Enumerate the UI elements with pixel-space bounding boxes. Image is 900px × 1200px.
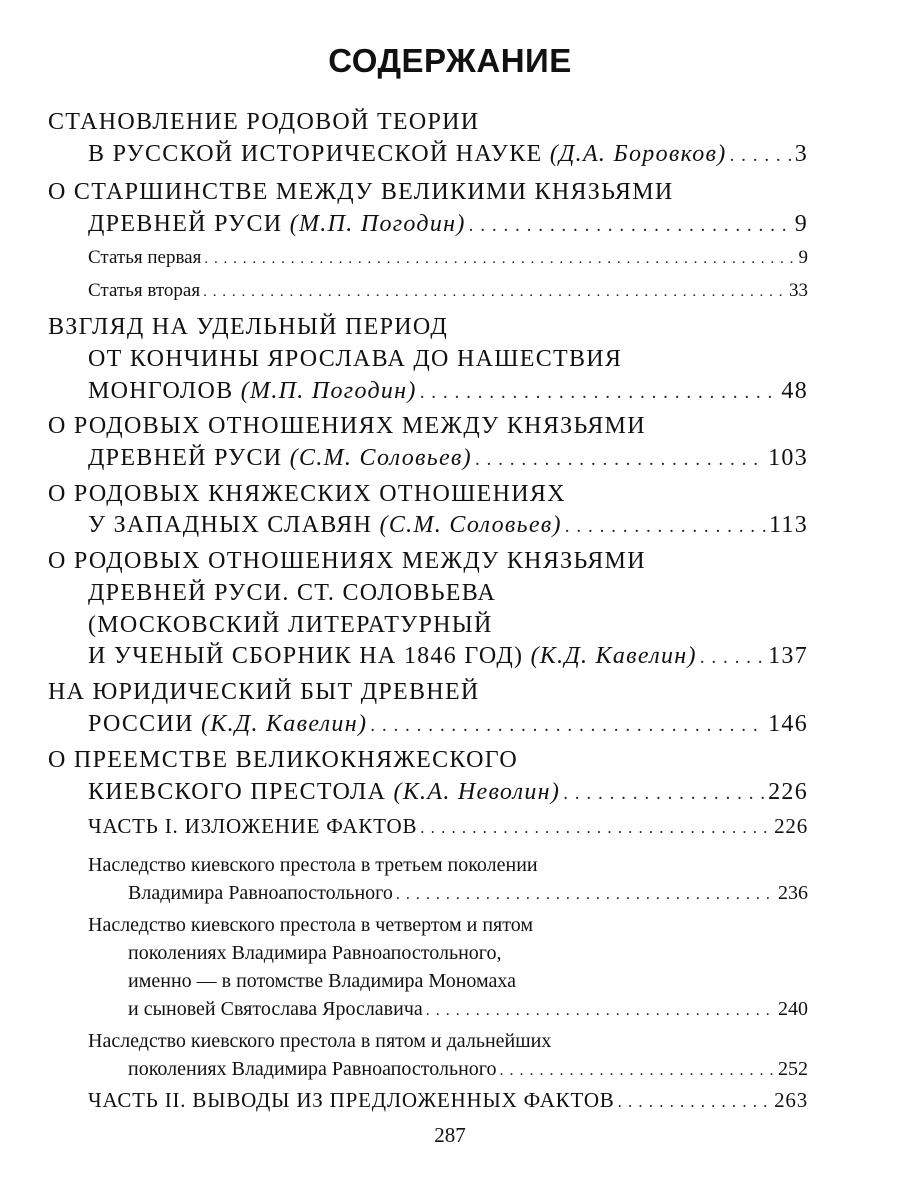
toc-entry-author: (К.Д. Кавелин): [201, 711, 368, 737]
toc-page-number: 263: [774, 1088, 808, 1112]
toc-entry-author: (М.П. Погодин): [240, 378, 417, 404]
toc-entry-title: НА ЮРИДИЧЕСКИЙ БЫТ ДРЕВНЕЙ: [48, 679, 480, 705]
toc-entry-continuation: [48, 180, 673, 204]
dot-leader: [563, 784, 765, 803]
toc-entry-title: поколениях Владимира Равноапостольного: [128, 1058, 497, 1080]
toc-entry-title: ДРЕВНЕЙ РУСИ: [88, 211, 283, 237]
dot-leader: [565, 517, 766, 536]
dot-leader: [204, 251, 795, 266]
dot-leader: [396, 887, 775, 903]
toc-entry-continuation: [48, 315, 448, 339]
toc-entry-author: (Д.А. Боровков): [549, 141, 727, 167]
toc-entry-title: и сыновей Святослава Ярославича: [128, 998, 423, 1020]
dot-leader: [420, 820, 771, 837]
toc-entry-title: Статья первая: [88, 247, 202, 268]
toc-entry-continuation: [88, 915, 533, 935]
toc-entry: [88, 248, 808, 267]
dot-leader: [420, 383, 779, 402]
toc-entry-author: (М.П. Погодин): [289, 211, 466, 237]
toc-entry: [88, 212, 808, 236]
dot-leader: [203, 284, 786, 299]
toc-entry: [88, 446, 808, 470]
toc-entry-title: ЧАСТЬ II. ВЫВОДЫ ИЗ ПРЕДЛОЖЕННЫХ ФАКТОВ: [88, 1088, 615, 1112]
toc-entry-continuation: [48, 680, 480, 704]
toc-entry-title: ДРЕВНЕЙ РУСИ: [88, 445, 283, 471]
toc-entry-title: О ПРЕЕМСТВЕ ВЕЛИКОКНЯЖЕСКОГО: [48, 747, 518, 773]
toc-page-number: 9: [794, 211, 808, 237]
toc-entry-continuation: [88, 581, 496, 605]
dot-leader: [499, 1063, 775, 1079]
toc-entry: [88, 142, 808, 166]
toc-entry-continuation: [48, 748, 518, 772]
toc-entry: [88, 816, 808, 837]
toc-page-number: 113: [768, 512, 808, 538]
toc-entry: [88, 281, 808, 300]
dot-leader: [469, 216, 792, 235]
toc-page-number: 137: [768, 643, 808, 669]
toc-entry-continuation: [128, 943, 501, 963]
toc-page-number: 3: [794, 141, 808, 167]
toc-entry: [88, 712, 808, 736]
toc-entry: [88, 1090, 808, 1111]
toc-page-number: 226: [774, 814, 808, 838]
toc-page-number: 103: [768, 445, 808, 471]
toc-entry-title: РОССИИ: [88, 711, 194, 737]
toc-entry-continuation: [88, 1031, 551, 1051]
dot-leader: [700, 648, 765, 667]
toc-entry-author: (С.М. Соловьев): [289, 445, 472, 471]
toc-entry-title: О РОДОВЫХ ОТНОШЕНИЯХ МЕЖДУ КНЯЗЬЯМИ: [48, 413, 646, 439]
toc-entry-author: (К.А. Неволин): [393, 779, 561, 805]
toc-entry-continuation: [48, 110, 479, 134]
toc-entry: [88, 644, 808, 668]
toc-entry-title: ОТ КОНЧИНЫ ЯРОСЛАВА ДО НАШЕСТВИЯ: [88, 346, 623, 372]
dot-leader: [730, 146, 792, 165]
toc-entry-title: ЧАСТЬ I. ИЗЛОЖЕНИЕ ФАКТОВ: [88, 814, 418, 838]
toc-page-number: 226: [768, 779, 808, 805]
toc-entry-title: Статья вторая: [88, 280, 201, 301]
toc-entry: [128, 1059, 808, 1079]
toc-entry: [88, 379, 808, 403]
dot-leader: [618, 1094, 771, 1111]
toc-entry-title: Наследство киевского престола в пятом и дальнейших: [88, 1030, 552, 1052]
toc-entry-continuation: [128, 971, 516, 991]
toc-entry-author: (С.М. Соловьев): [379, 512, 562, 538]
toc-entry: [88, 780, 808, 804]
toc-entry-continuation: [88, 613, 493, 637]
toc-entry-title: ДРЕВНЕЙ РУСИ. СТ. СОЛОВЬЕВА: [88, 580, 497, 606]
toc-page-number: 9: [798, 247, 808, 268]
toc-entry-title: И УЧЕНЫЙ СБОРНИК НА 1846 ГОД): [88, 643, 524, 669]
toc-entry-title: О РОДОВЫХ КНЯЖЕСКИХ ОТНОШЕНИЯХ: [48, 481, 566, 507]
toc-entry-continuation: [48, 549, 646, 573]
toc-entry: [128, 883, 808, 903]
toc-entry-title: поколениях Владимира Равноапостольного,: [128, 942, 502, 964]
toc-page-number: 240: [778, 998, 808, 1020]
toc-entry-title: Наследство киевского престола в третьем поколении: [88, 854, 538, 876]
toc-entry-title: О СТАРШИНСТВЕ МЕЖДУ ВЕЛИКИМИ КНЯЗЬЯМИ: [48, 179, 674, 205]
toc-entry-author: (К.Д. Кавелин): [530, 643, 697, 669]
toc-entry-title: КИЕВСКОГО ПРЕСТОЛА: [88, 779, 387, 805]
toc-entry-title: Наследство киевского престола в четвертом и пятом: [88, 914, 533, 936]
toc-entry-continuation: [48, 414, 646, 438]
dot-leader: [426, 1003, 775, 1019]
toc-entry: [88, 513, 808, 537]
toc-entry-title: У ЗАПАДНЫХ СЛАВЯН: [88, 512, 373, 538]
toc-entry-title: МОНГОЛОВ: [88, 378, 234, 404]
toc-entry-continuation: [88, 855, 538, 875]
toc-page-number: 48: [781, 378, 808, 404]
toc-page-number: 236: [778, 882, 808, 904]
toc-page-number: 252: [778, 1058, 808, 1080]
toc-page-number: 146: [768, 711, 808, 737]
toc-page-number: 33: [789, 280, 808, 301]
toc-entry-title: именно — в потомстве Владимира Мономаха: [128, 970, 517, 992]
toc-entry-title: СТАНОВЛЕНИЕ РОДОВОЙ ТЕОРИИ: [48, 109, 480, 135]
dot-leader: [370, 716, 765, 735]
toc-entry-title: ВЗГЛЯД НА УДЕЛЬНЫЙ ПЕРИОД: [48, 314, 449, 340]
toc-entry-continuation: [88, 347, 622, 371]
toc-entry-continuation: [48, 482, 566, 506]
toc-entry-title: (МОСКОВСКИЙ ЛИТЕРАТУРНЫЙ: [88, 612, 493, 638]
toc-entry-title: В РУССКОЙ ИСТОРИЧЕСКОЙ НАУКЕ: [88, 141, 543, 167]
dot-leader: [475, 450, 765, 469]
toc-entry-title: Владимира Равноапостольного: [128, 882, 393, 904]
toc-entry-title: О РОДОВЫХ ОТНОШЕНИЯХ МЕЖДУ КНЯЗЬЯМИ: [48, 548, 646, 574]
toc-entry: [128, 999, 808, 1019]
page-title: СОДЕРЖАНИЕ: [328, 42, 572, 79]
page-number: 287: [434, 1123, 466, 1147]
